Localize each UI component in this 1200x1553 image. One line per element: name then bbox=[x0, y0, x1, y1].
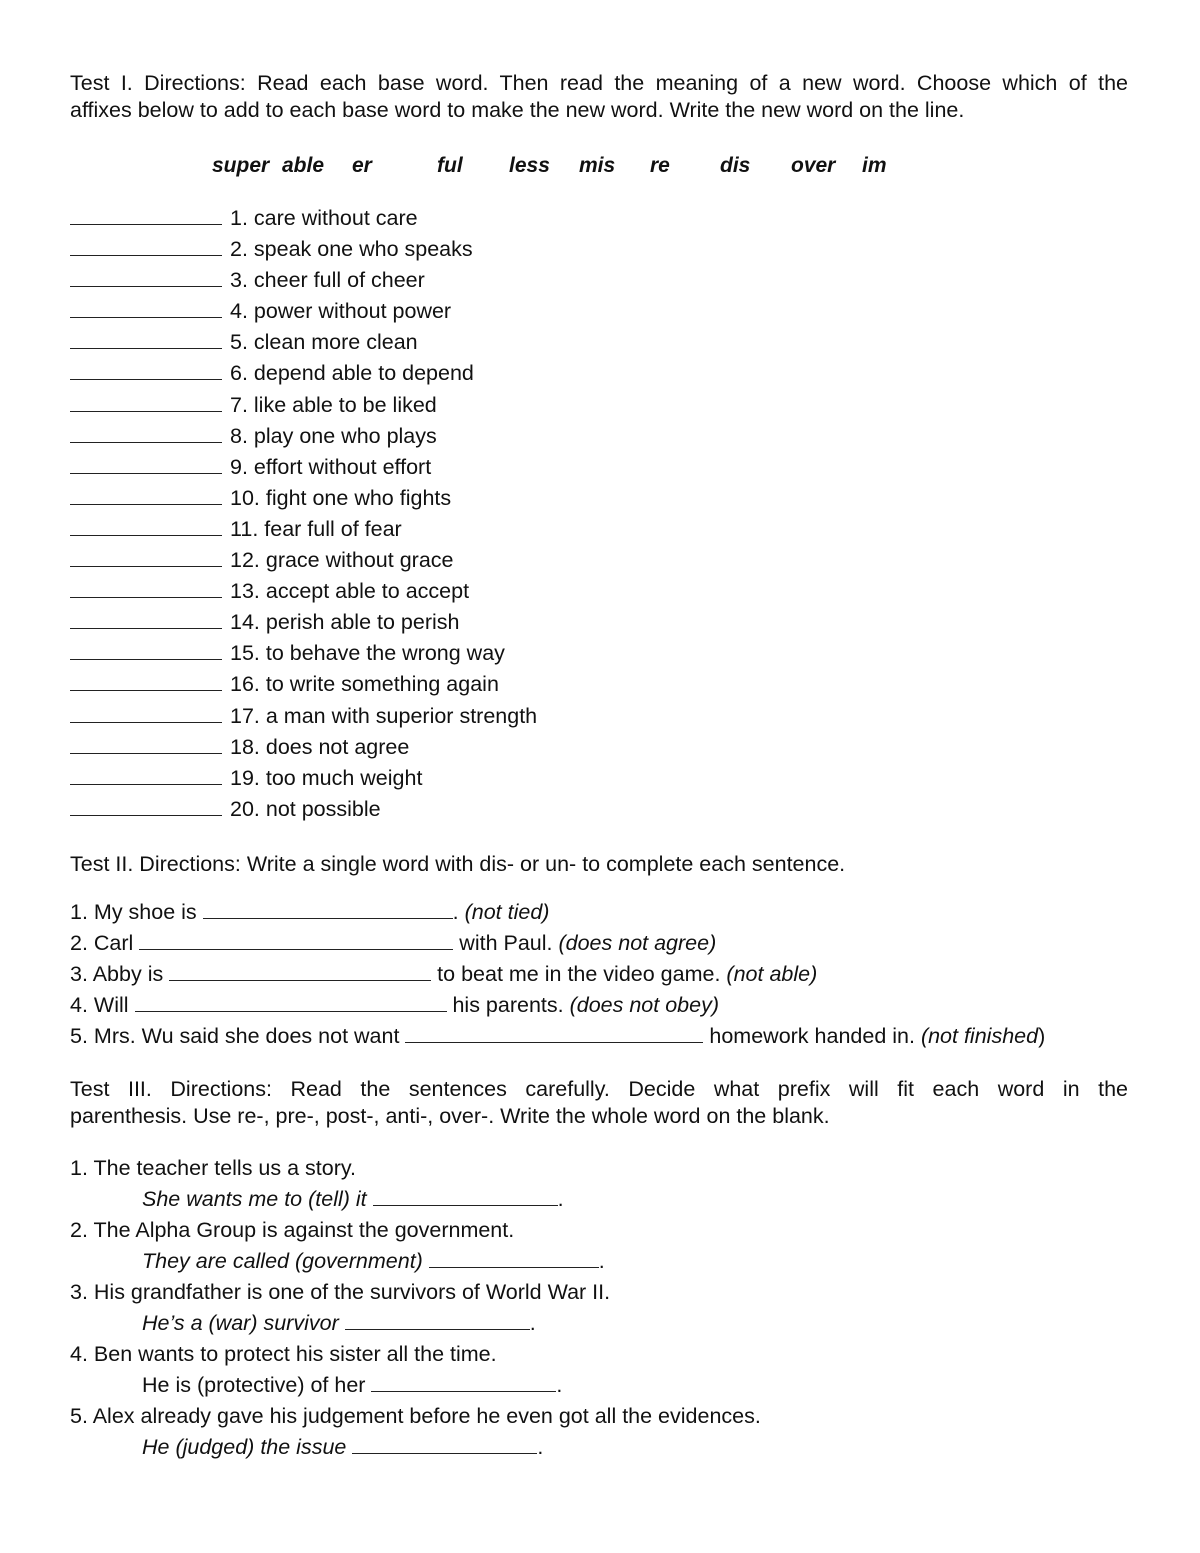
item-text: 11. fear full of fear bbox=[230, 516, 402, 541]
item-text: 19. too much weight bbox=[230, 765, 423, 790]
test1-item-list bbox=[70, 203, 1128, 825]
answer-blank[interactable] bbox=[70, 328, 222, 349]
prompt-end: . bbox=[529, 1310, 536, 1335]
answer-blank[interactable] bbox=[70, 670, 222, 691]
prompt-text: He is (protective) of her bbox=[142, 1372, 372, 1397]
list-item bbox=[70, 794, 1128, 825]
list-item bbox=[70, 358, 1128, 389]
answer-blank[interactable] bbox=[70, 391, 222, 412]
list-item-prompt bbox=[70, 1370, 1128, 1401]
sentence-end: with Paul. bbox=[453, 930, 559, 955]
answer-blank[interactable] bbox=[70, 733, 222, 754]
sentence-start: 5. Mrs. Wu said she does not want bbox=[70, 1023, 406, 1048]
list-item bbox=[70, 452, 1128, 483]
sentence-start: 4. Will bbox=[70, 992, 135, 1017]
list-item-prompt bbox=[70, 1432, 1128, 1463]
prompt-text: He (judged) the issue bbox=[142, 1434, 353, 1459]
hint: (not tied) bbox=[464, 899, 550, 924]
prompt-end: . bbox=[598, 1248, 605, 1273]
answer-blank[interactable] bbox=[70, 484, 222, 505]
item-text: 3. cheer full of cheer bbox=[230, 268, 425, 293]
prompt-text: She wants me to (tell) it bbox=[142, 1186, 373, 1211]
sentence-start: 1. My shoe is bbox=[70, 899, 203, 924]
test3-directions-line2: parenthesis. Use re-, pre-, post-, anti-, over-. Write the whole word on the blank. bbox=[70, 1103, 830, 1128]
answer-blank[interactable] bbox=[70, 422, 222, 443]
test2-directions: Test II. Directions: Write a single word with dis- or un- to complete each sentence. bbox=[70, 851, 846, 876]
list-item bbox=[70, 514, 1128, 545]
affix: able bbox=[282, 154, 325, 177]
list-item: 1. The teacher tells us a story. bbox=[70, 1155, 357, 1180]
answer-blank[interactable] bbox=[169, 960, 431, 981]
affix: im bbox=[862, 154, 887, 177]
list-item bbox=[70, 483, 1128, 514]
list-item bbox=[70, 234, 1128, 265]
item-text: 2. speak one who speaks bbox=[230, 237, 473, 262]
list-item bbox=[70, 638, 1128, 669]
list-item bbox=[70, 265, 1128, 296]
affix-list bbox=[212, 154, 1128, 190]
answer-blank[interactable] bbox=[70, 546, 222, 567]
prompt-end: . bbox=[537, 1434, 544, 1459]
list-item bbox=[70, 928, 1128, 959]
item-text: 4. power without power bbox=[230, 299, 452, 324]
prompt-end: . bbox=[556, 1372, 563, 1397]
hint: (not able) bbox=[726, 961, 818, 986]
list-item bbox=[70, 1021, 1128, 1052]
prompt-text: He’s a (war) survivor bbox=[142, 1310, 345, 1335]
affix: less bbox=[509, 154, 550, 177]
list-item bbox=[70, 421, 1128, 452]
answer-blank[interactable] bbox=[405, 1022, 703, 1043]
answer-blank[interactable] bbox=[70, 702, 222, 723]
answer-blank[interactable] bbox=[70, 639, 222, 660]
sentence-end: . bbox=[452, 899, 465, 924]
list-item bbox=[70, 959, 1128, 990]
answer-blank[interactable] bbox=[352, 1433, 537, 1454]
item-text: 1. care without care bbox=[230, 206, 418, 230]
list-item bbox=[70, 607, 1128, 638]
answer-blank[interactable] bbox=[345, 1309, 530, 1330]
list-item: 3. His grandfather is one of the survivors of World War II. bbox=[70, 1279, 611, 1304]
affix: dis bbox=[720, 154, 751, 177]
list-item bbox=[70, 990, 1128, 1021]
item-text: 16. to write something again bbox=[230, 672, 499, 697]
item-text: 13. accept able to accept bbox=[230, 579, 470, 604]
test3-directions bbox=[70, 1076, 1128, 1130]
affix: er bbox=[352, 154, 372, 177]
answer-blank[interactable] bbox=[70, 235, 222, 256]
list-item bbox=[70, 732, 1128, 763]
test1-directions-line1: Test I. Directions: Read each base word. Then read the meaning of a new word. Choose which of the bbox=[70, 71, 1128, 95]
affix: mis bbox=[579, 154, 616, 177]
item-text: 20. not possible bbox=[230, 796, 381, 821]
test1-directions bbox=[70, 70, 1128, 124]
sentence-start: 3. Abby is bbox=[70, 961, 170, 986]
item-text: 6. depend able to depend bbox=[230, 361, 474, 386]
sentence-end: homework handed in. bbox=[703, 1023, 921, 1048]
list-item: 5. Alex already gave his judgement before he even got all the evidences. bbox=[70, 1403, 761, 1428]
hint: (does not agree) bbox=[558, 930, 717, 955]
sentence-start: 2. Carl bbox=[70, 930, 140, 955]
answer-blank[interactable] bbox=[70, 297, 222, 318]
hint-end: ) bbox=[1038, 1023, 1046, 1048]
test3-item-list bbox=[70, 1153, 1128, 1463]
item-text: 12. grace without grace bbox=[230, 548, 454, 573]
answer-blank[interactable] bbox=[70, 359, 222, 380]
answer-blank[interactable] bbox=[203, 898, 453, 919]
list-item-prompt bbox=[70, 1246, 1128, 1277]
affix: over bbox=[791, 154, 836, 177]
answer-blank[interactable] bbox=[70, 795, 222, 816]
worksheet bbox=[70, 70, 1128, 1463]
answer-blank[interactable] bbox=[429, 1247, 599, 1268]
item-text: 18. does not agree bbox=[230, 734, 410, 759]
item-text: 17. a man with superior strength bbox=[230, 703, 538, 728]
list-item bbox=[70, 327, 1128, 358]
list-item-prompt bbox=[70, 1308, 1128, 1339]
answer-blank[interactable] bbox=[371, 1371, 556, 1392]
test2-item-list bbox=[70, 897, 1128, 1052]
answer-blank[interactable] bbox=[70, 453, 222, 474]
list-item: 4. Ben wants to protect his sister all the time. bbox=[70, 1341, 497, 1366]
list-item bbox=[70, 203, 1128, 234]
affix: ful bbox=[437, 154, 463, 177]
list-item bbox=[70, 545, 1128, 576]
item-text: 8. play one who plays bbox=[230, 423, 437, 448]
item-text: 7. like able to be liked bbox=[230, 392, 437, 417]
hint: (does not obey) bbox=[569, 992, 719, 1017]
list-item-prompt bbox=[70, 1184, 1128, 1215]
sentence-end: to beat me in the video game. bbox=[431, 961, 727, 986]
prompt-text: They are called (government) bbox=[142, 1248, 429, 1273]
list-item bbox=[70, 296, 1128, 327]
affix: re bbox=[650, 154, 670, 177]
item-text: 5. clean more clean bbox=[230, 330, 418, 355]
item-text: 14. perish able to perish bbox=[230, 610, 460, 635]
item-text: 15. to behave the wrong way bbox=[230, 641, 505, 666]
affix: super bbox=[212, 154, 270, 177]
item-text: 10. fight one who fights bbox=[230, 485, 452, 510]
answer-blank[interactable] bbox=[139, 929, 453, 950]
answer-blank[interactable] bbox=[135, 991, 447, 1012]
list-item bbox=[70, 390, 1128, 421]
answer-blank[interactable] bbox=[70, 204, 222, 225]
sentence-end: his parents. bbox=[446, 992, 570, 1017]
list-item bbox=[70, 701, 1128, 732]
prompt-end: . bbox=[557, 1186, 564, 1211]
hint: (not finished bbox=[920, 1023, 1039, 1048]
answer-blank[interactable] bbox=[70, 515, 222, 536]
test3-directions-line1: Test III. Directions: Read the sentences carefully. Decide what prefix will fit each word in the bbox=[70, 1076, 1128, 1101]
list-item: 2. The Alpha Group is against the government. bbox=[70, 1217, 515, 1242]
test1-directions-line2: affixes below to add to each base word to make the new word. Write the new word on the line. bbox=[70, 98, 965, 122]
list-item bbox=[70, 576, 1128, 607]
answer-blank[interactable] bbox=[70, 266, 222, 287]
list-item bbox=[70, 763, 1128, 794]
answer-blank[interactable] bbox=[70, 764, 222, 785]
list-item bbox=[70, 897, 1128, 928]
answer-blank[interactable] bbox=[70, 608, 222, 629]
answer-blank[interactable] bbox=[70, 577, 222, 598]
list-item bbox=[70, 669, 1128, 700]
answer-blank[interactable] bbox=[373, 1185, 558, 1206]
item-text: 9. effort without effort bbox=[230, 454, 432, 479]
